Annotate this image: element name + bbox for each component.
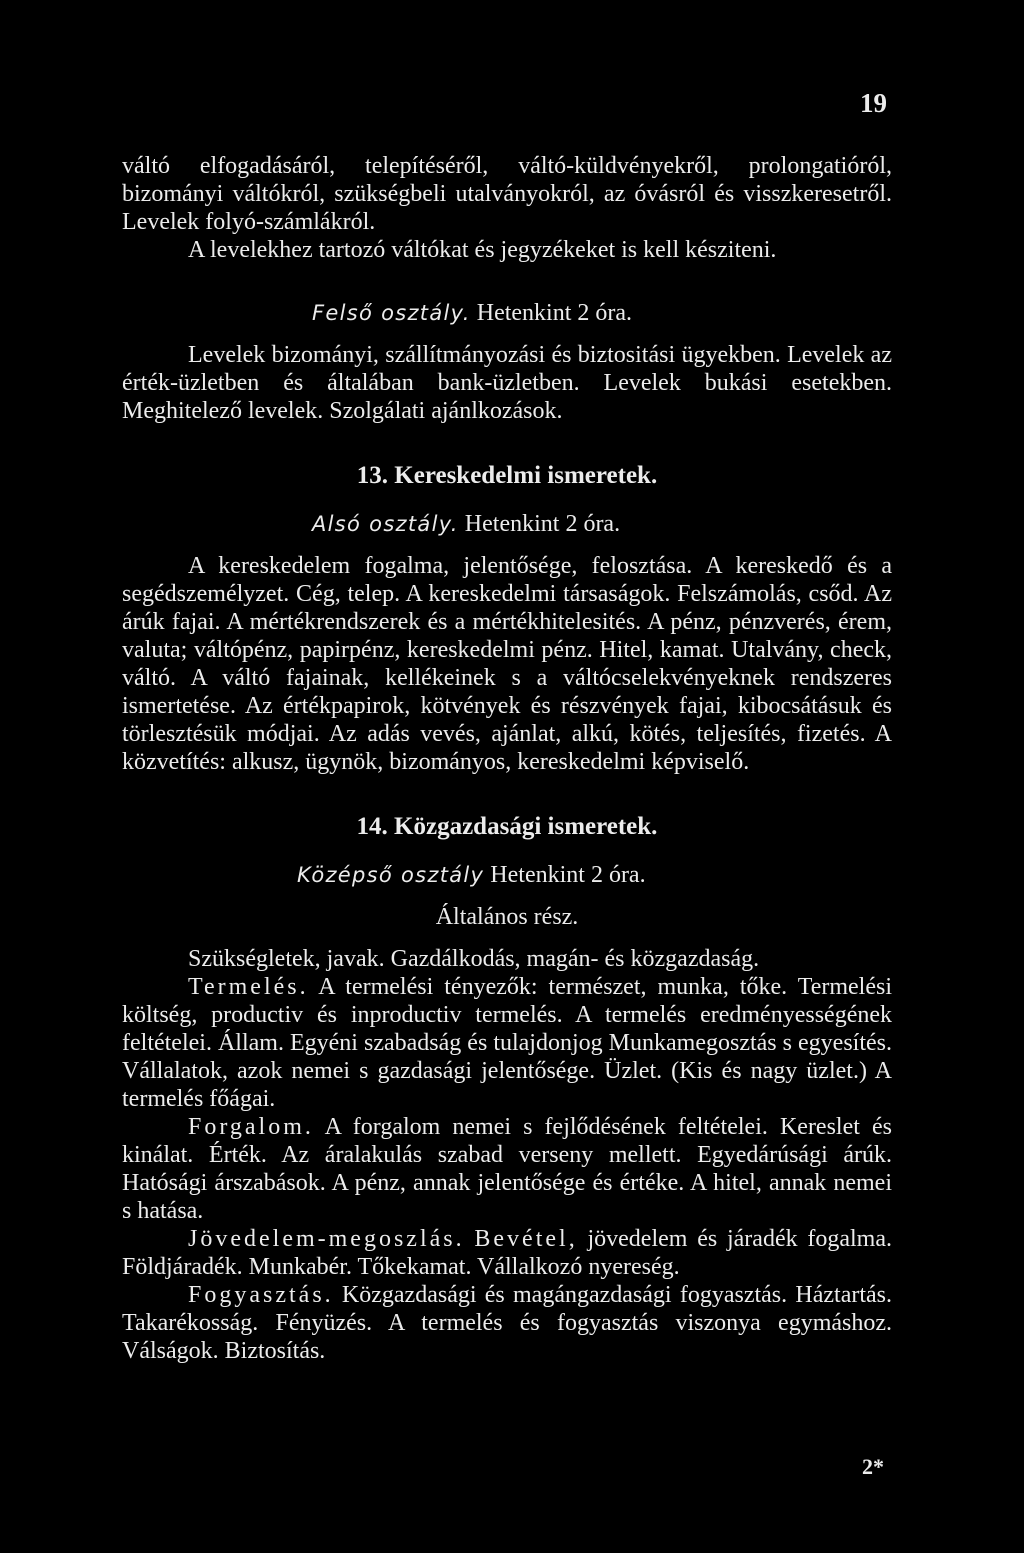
- paragraph-text: Közgazdasági és magángazdasági fogyasztás. Háztartás. Takarékosság. Fényüzés. A termelés és fogyasztás viszonya egymáshoz. Válságok. Biztosítás.: [122, 1282, 892, 1364]
- upper-class-paragraph: Levelek bizományi, szállítmányozási és biztositási ügyekben. Levelek az érték-üzletben és általában bank-üzletben. Levelek bukási esetekben. Meghitelező levelek. Szolgálati ajánlkozások.: [122, 342, 892, 424]
- page-number: 19: [860, 88, 887, 118]
- hours-label: Hetenkint 2 óra.: [490, 862, 646, 888]
- paragraph-text: jövedelem és járadék fogalma. Földjáradék. Munkabér. Tőkekamat. Vállalkozó nyereség.: [122, 1226, 893, 1280]
- upper-class-line: [122, 299, 892, 327]
- subheading: Általános rész.: [435, 904, 579, 930]
- section-14-paragraph-1: Szükségletek, javak. Gazdálkodás, magán- és közgazdaság.: [188, 946, 760, 972]
- paragraph-text: A forgalom nemei s fejlődésének feltételei. Kereslet és kinálat. Érték. Az áralakulás szabad verseny mellett. Egyedárúsági árúk. Hatósági árszabások. A pénz, annak jelentősége és értéke. A hitel, annak nemei s hatása.: [122, 1114, 892, 1224]
- spaced-term: Fogyasztás.: [188, 1282, 334, 1308]
- spaced-term: Forgalom.: [188, 1114, 314, 1140]
- hours-label: Hetenkint 2 óra.: [476, 300, 633, 326]
- spaced-term: Jövedelem-megoszlás.: [188, 1226, 465, 1252]
- class-name: Középső osztály: [297, 863, 485, 887]
- intro-paragraph-2: A levelekhez tartozó váltókat és jegyzékeket is kell késziteni.: [188, 237, 777, 263]
- middle-class-line: [122, 861, 892, 889]
- section-14-paragraph-2: [122, 973, 892, 1113]
- section-14-paragraph-3: [122, 1113, 892, 1225]
- class-name: Alsó osztály.: [312, 512, 459, 536]
- section-14-paragraph-5: [122, 1281, 892, 1365]
- section-heading-13: 13. Kereskedelmi ismeretek.: [356, 462, 658, 489]
- spaced-term: Termelés.: [188, 974, 309, 1000]
- section-14-paragraph-4: [122, 1225, 892, 1281]
- intro-paragraph: váltó elfogadásáról, telepítéséről, váltó-küldvényekről, prolongatióról, bizományi váltókról, szükségbeli utalványokról, az óvásról és visszkeresetről. Levelek folyó-számlákról.: [122, 153, 892, 235]
- class-name: Felső osztály.: [312, 301, 471, 325]
- paragraph-text: A termelési tényezők: természet, munka, tőke. Termelési költség, productiv és inproductiv termelés. A termelés eredményességének feltételei. Állam. Egyéni szabadság és tulajdonjog Munkamegosztás s egyesítés. Vállalatok, azok nemei s gazdasági jelentősége. Üzlet. (Kis és nagy üzlet.) A termelés főágai.: [122, 974, 892, 1112]
- lower-class-line: [122, 510, 892, 538]
- section-heading-14: 14. Közgazdasági ismeretek.: [356, 813, 658, 840]
- hours-label: Hetenkint 2 óra.: [464, 511, 621, 537]
- document-body: [122, 152, 892, 1365]
- signature-mark: 2*: [862, 1454, 884, 1479]
- section-13-paragraph: A kereskedelem fogalma, jelentősége, felosztása. A kereskedő és a segédszemélyzet. Cég, telep. A kereskedelmi társaságok. Felszámolás, csőd. Az árúk fajai. A mértékrendszerek és a mértékhitelesités. A pénz, pénzverés, érem, valuta; váltópénz, papirpénz, kereskedelmi pénz. Hitel, kamat. Utalvány, check, váltó. A váltó fajainak, kellékeinek s a váltócselekvényeknek rendszeres ismertetése. Az értékpapirok, kötvények és részvények fajai, kibocsátásuk és törlesztésük módjai. Az adás vevés, ajánlat, alkú, kötés, teljesítés, fizetés. A közvetítés: alkusz, ügynök, bizományos, kereskedelmi képviselő.: [122, 553, 892, 775]
- spaced-term: Bevétel,: [474, 1226, 578, 1252]
